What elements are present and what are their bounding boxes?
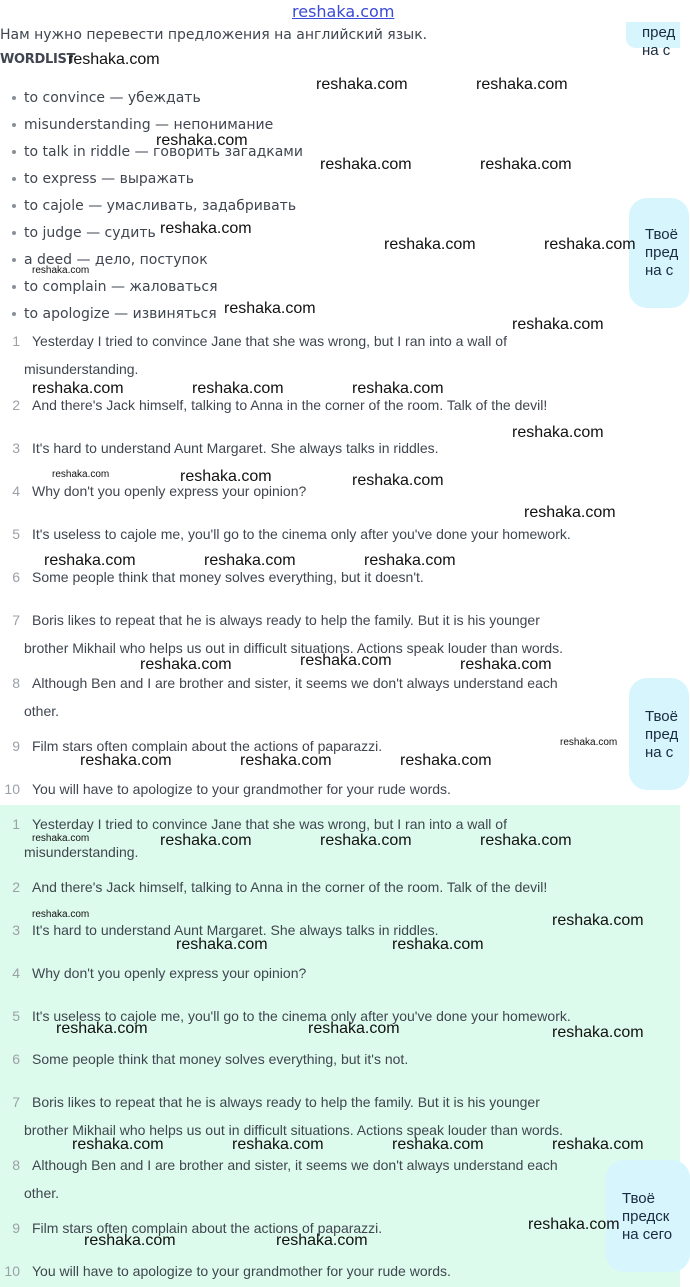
watermark: reshaka.com — [32, 380, 124, 397]
chat-bubble[interactable] — [629, 198, 689, 308]
sentence-number: 4 — [12, 965, 20, 981]
watermark: reshaka.com — [300, 652, 392, 669]
sentence-number: 8 — [12, 675, 20, 691]
watermark: reshaka.com — [524, 504, 616, 521]
watermark: reshaka.com — [32, 833, 90, 844]
wordlist-item: to express — выражать — [12, 171, 194, 187]
watermark: reshaka.com — [232, 1136, 324, 1153]
sentence-number: 3 — [12, 440, 20, 456]
watermark: reshaka.com — [240, 752, 332, 769]
watermark: reshaka.com — [384, 236, 476, 253]
watermark: reshaka.com — [460, 656, 552, 673]
sentence-number: 2 — [12, 879, 20, 895]
watermark: reshaka.com — [224, 300, 316, 317]
watermark: reshaka.com — [176, 936, 268, 953]
watermark: reshaka.com — [392, 936, 484, 953]
watermark: reshaka.com — [192, 380, 284, 397]
sentence: It's hard to understand Aunt Margaret. She always talks in riddles. — [32, 922, 439, 938]
watermark: reshaka.com — [52, 469, 110, 480]
sentence: Film stars often complain about the actions of paparazzi. — [32, 738, 383, 754]
watermark: reshaka.com — [56, 1020, 148, 1037]
watermark: reshaka.com — [528, 1216, 620, 1233]
sentence: You will have to apologize to your grandmother for your rude words. — [32, 781, 451, 797]
wordlist-item: to apologize — извиняться — [12, 306, 217, 322]
watermark: reshaka.com — [44, 552, 136, 569]
sentence-number: 2 — [12, 397, 20, 413]
bubble-line: Твоё — [645, 226, 678, 243]
sentence-number: 5 — [12, 1008, 20, 1024]
intro-text: Нам нужно перевести предложения на английский язык. — [0, 27, 428, 43]
sentence: Boris likes to repeat that he is always ready to help the family. But it is his younger — [32, 1094, 540, 1110]
wordlist-item: to convince — убеждать — [12, 90, 201, 106]
answer-panel — [0, 805, 680, 1287]
bubble-line: на с — [642, 42, 671, 59]
sentence: Yesterday I tried to convince Jane that she was wrong, but I ran into a wall of — [32, 816, 507, 832]
watermark: reshaka.com — [140, 656, 232, 673]
sentence-number: 9 — [12, 1220, 20, 1236]
watermark: reshaka.com — [180, 468, 272, 485]
bullet-icon — [12, 312, 16, 316]
wordlist-item: to complain — жаловаться — [12, 279, 217, 295]
sentence-number: 3 — [12, 922, 20, 938]
watermark: reshaka.com — [32, 265, 90, 276]
wordlist-title — [0, 52, 75, 67]
bullet-icon — [12, 285, 16, 289]
sentence-number: 7 — [12, 612, 20, 628]
sentence: other. — [24, 703, 60, 719]
sentence: brother Mikhail who helps us out in difficult situations. Actions speak louder than words. — [24, 1122, 564, 1138]
watermark: reshaka.com — [160, 220, 252, 237]
bubble-line: Твоё — [622, 1190, 655, 1207]
sentence: Although Ben and I are brother and sister, it seems we don't always understand each — [32, 1157, 558, 1173]
bubble-line: Твоё — [645, 708, 678, 725]
site-link[interactable]: reshaka.com — [292, 2, 395, 21]
bullet-icon — [12, 258, 16, 262]
wordlist-item: to cajole — умасливать, задабривать — [12, 198, 296, 214]
wordlist-item: to judge — судить — [12, 225, 156, 241]
sentence-number: 10 — [4, 781, 20, 797]
sentence: And there's Jack himself, talking to Anna in the corner of the room. Talk of the devil! — [32, 397, 548, 413]
sentence-number: 1 — [12, 816, 20, 832]
bubble-line: на с — [645, 744, 674, 761]
sentence-number: 6 — [12, 1051, 20, 1067]
chat-bubble[interactable] — [626, 22, 680, 59]
watermark: reshaka.com — [72, 1136, 164, 1153]
chat-bubble[interactable] — [629, 678, 689, 790]
watermark: reshaka.com — [308, 1020, 400, 1037]
sentence-number: 7 — [12, 1094, 20, 1110]
bullet-icon — [12, 231, 16, 235]
watermark: reshaka.com — [512, 424, 604, 441]
watermark: reshaka.com — [320, 156, 412, 173]
sentence-number: 8 — [12, 1157, 20, 1173]
watermark: reshaka.com — [32, 909, 90, 920]
sentence-number: 5 — [12, 526, 20, 542]
sentence: misunderstanding. — [24, 844, 139, 860]
watermark: reshaka.com — [352, 472, 444, 489]
watermark: reshaka.com — [316, 76, 408, 93]
sentence: misunderstanding. — [24, 361, 139, 377]
sentence-number: 4 — [12, 483, 20, 499]
watermark: reshaka.com — [80, 752, 172, 769]
sentence: Yesterday I tried to convince Jane that she was wrong, but I ran into a wall of — [32, 333, 507, 349]
sentence: It's useless to cajole me, you'll go to the cinema only after you've done your homework. — [32, 1008, 571, 1024]
watermark: reshaka.com — [480, 832, 572, 849]
watermark: reshaka.com — [544, 236, 636, 253]
sentence: Some people think that money solves everything, but it doesn't. — [32, 569, 424, 585]
watermark: reshaka.com — [552, 1024, 644, 1041]
sentence: And there's Jack himself, talking to Anna in the corner of the room. Talk of the devil! — [32, 879, 548, 895]
wordlist-label: WORDLIST — [0, 52, 76, 67]
sentence: Some people think that money solves everything, but it's not. — [32, 1051, 409, 1067]
sentence: Why don't you openly express your opinion? — [32, 483, 307, 499]
watermark: reshaka.com — [160, 832, 252, 849]
bubble-line: на с — [645, 262, 674, 279]
watermark: reshaka.com — [476, 76, 568, 93]
sentence: other. — [24, 1185, 60, 1201]
wordlist-item: a deed — дело, поступок — [12, 252, 208, 268]
watermark: reshaka.com — [552, 1136, 644, 1153]
bullet-icon — [12, 150, 16, 154]
watermark: reshaka.com — [320, 832, 412, 849]
sentence: You will have to apologize to your grandmother for your rude words. — [32, 1263, 451, 1279]
bubble-line: пред — [645, 244, 679, 261]
watermark: reshaka.com — [204, 552, 296, 569]
bullet-icon — [12, 96, 16, 100]
wordlist-item: to talk in riddle — говорить загадками — [12, 144, 303, 160]
watermark: reshaka.com — [68, 51, 160, 68]
bubble-line: предск — [622, 1208, 670, 1225]
watermark: reshaka.com — [392, 1136, 484, 1153]
watermark: reshaka.com — [276, 1232, 368, 1249]
bubble-line: на сего — [622, 1226, 673, 1243]
watermark: reshaka.com — [84, 1232, 176, 1249]
watermark: reshaka.com — [552, 912, 644, 929]
bubble-line: пред — [645, 726, 679, 743]
watermark: reshaka.com — [352, 380, 444, 397]
sentence-number: 1 — [12, 333, 20, 349]
bullet-icon — [12, 177, 16, 181]
sentence: Boris likes to repeat that he is always ready to help the family. But it is his younger — [32, 612, 540, 628]
bullet-icon — [12, 204, 16, 208]
watermark: reshaka.com — [480, 156, 572, 173]
bubble-line: пред — [642, 24, 676, 41]
sentence-number: 10 — [4, 1263, 20, 1279]
watermark: reshaka.com — [512, 316, 604, 333]
watermark: reshaka.com — [364, 552, 456, 569]
sentence: It's useless to cajole me, you'll go to the cinema only after you've done your homework. — [32, 526, 571, 542]
sentence-number: 6 — [12, 569, 20, 585]
watermark: reshaka.com — [400, 752, 492, 769]
watermark: reshaka.com — [156, 132, 248, 149]
sentence: Although Ben and I are brother and sister, it seems we don't always understand each — [32, 675, 558, 691]
watermark: reshaka.com — [560, 737, 618, 748]
sentence-number: 9 — [12, 738, 20, 754]
sentence: Why don't you openly express your opinion? — [32, 965, 307, 981]
sentence: Film stars often complain about the actions of paparazzi. — [32, 1220, 383, 1236]
wordlist-item: misunderstanding — непонимание — [12, 117, 273, 133]
bullet-icon — [12, 123, 16, 127]
sentence: brother Mikhail who helps us out in difficult situations. Actions speak louder than words. — [24, 640, 564, 656]
sentence: It's hard to understand Aunt Margaret. She always talks in riddles. — [32, 440, 439, 456]
